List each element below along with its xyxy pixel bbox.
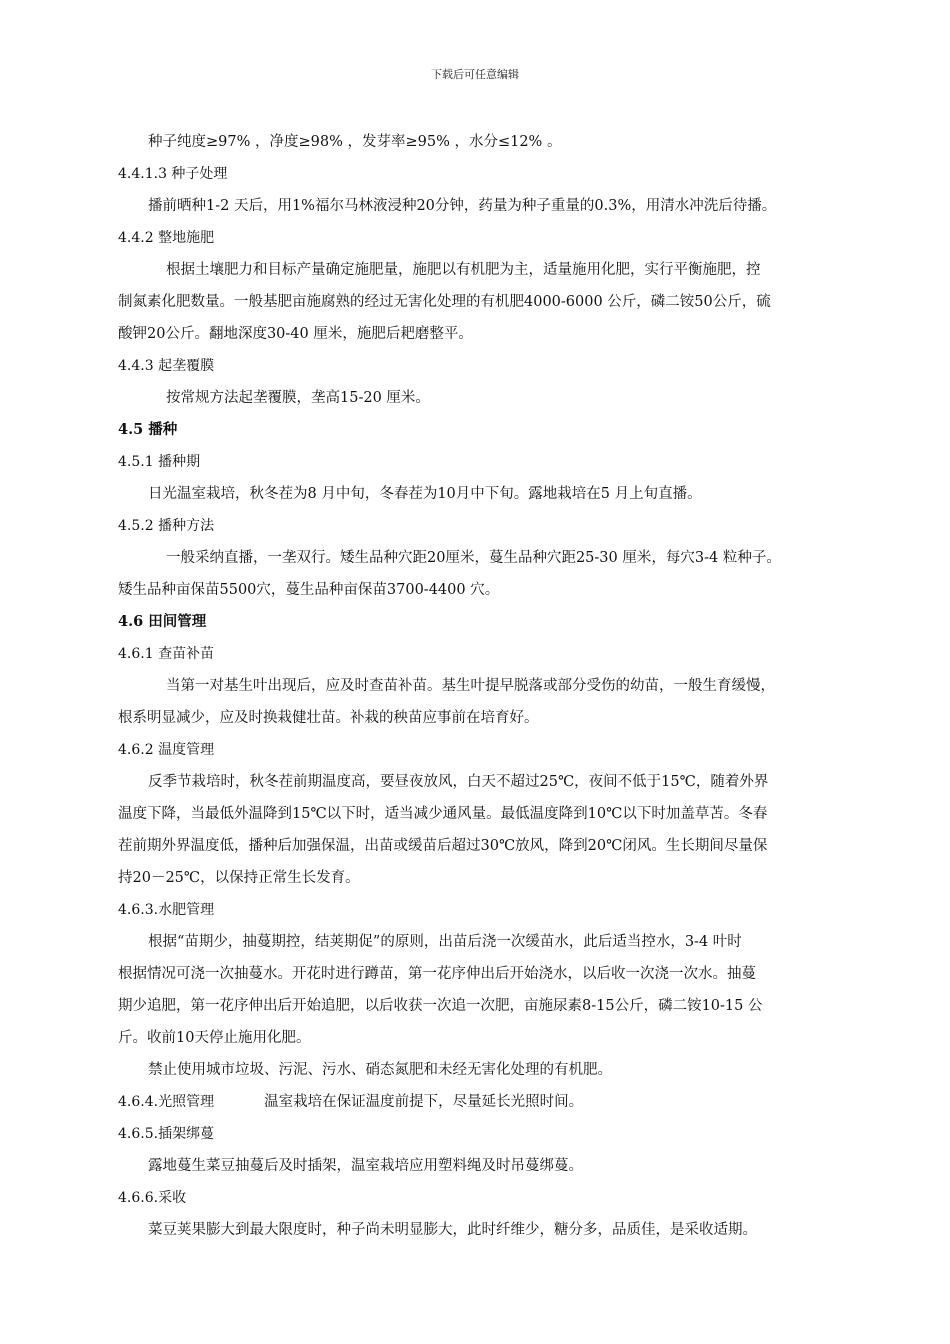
section-4-4-3-heading: 4.4.3 起垄覆膜: [118, 358, 215, 374]
section-4-6-4-text: 温室栽培在保证温度前提下，尽量延长光照时间。: [264, 1094, 584, 1110]
section-4-6-2-heading: 4.6.2 温度管理: [118, 742, 215, 758]
section-4-5-heading: 4.5 播种: [118, 421, 178, 438]
section-4-6-3-text-line-4: 斤。收前10天停止施用化肥。: [118, 1030, 311, 1046]
section-4-6-3-text-line-1: 根据“苗期少，抽蔓期控，结荚期促”的原则，出苗后浇一次缓苗水，此后适当控水，3-4 叶时: [148, 934, 742, 950]
section-4-6-1-heading: 4.6.1 查苗补苗: [118, 646, 215, 662]
section-4-4-2-text-line-1: 根据土壤肥力和目标产量确定施肥量，施肥以有机肥为主，适量施用化肥，实行平衡施肥，控: [166, 262, 761, 278]
section-4-6-3-heading: 4.6.3.水肥管理: [118, 902, 215, 918]
section-4-6-6-heading: 4.6.6.采收: [118, 1190, 187, 1206]
section-4-5-1-text: 日光温室栽培，秋冬茬为8 月中旬，冬春茬为10月中下旬。露地栽培在5 月上旬直播。: [148, 486, 702, 502]
page-header: 下载后可任意编辑: [431, 68, 519, 81]
section-4-6-3-text-line-5: 禁止使用城市垃圾、污泥、污水、硝态氮肥和未经无害化处理的有机肥。: [148, 1062, 612, 1078]
section-4-4-2-text-line-3: 酸钾20公斤。翻地深度30-40 厘米，施肥后耙磨整平。: [118, 326, 473, 342]
section-4-6-heading: 4.6 田间管理: [118, 613, 207, 630]
section-4-6-2-text-line-4: 持20－25℃，以保持正常生长发育。: [118, 870, 360, 886]
section-4-6-5-text: 露地蔓生菜豆抽蔓后及时插架，温室栽培应用塑料绳及时吊蔓绑蔓。: [148, 1158, 583, 1174]
section-4-4-3-text: 按常规方法起垄覆膜，垄高15-20 厘米。: [166, 390, 430, 406]
section-4-6-1-text-line-2: 根系明显减少，应及时换栽健壮苗。补栽的秧苗应事前在培育好。: [118, 710, 539, 726]
section-4-6-5-heading: 4.6.5.插架绑蔓: [118, 1126, 215, 1142]
section-4-4-2-heading: 4.4.2 整地施肥: [118, 230, 215, 246]
section-4-6-4-heading: 4.6.4.光照管理: [118, 1094, 215, 1110]
section-4-6-3-text-line-2: 根据情况可浇一次抽蔓水。开花时进行蹲苗，第一花序伸出后开始浇水，以后收一次浇一次水。抽蔓: [118, 966, 756, 982]
section-4-6-3-text-line-3: 期少追肥，第一花序伸出后开始追肥，以后收获一次追一次肥，亩施尿素8-15公斤，磷二铵10-15 公: [118, 998, 763, 1014]
section-4-6-6-text: 菜豆荚果膨大到最大限度时，种子尚未明显膨大，此时纤维少，糖分多，品质佳，是采收适期。: [148, 1222, 757, 1238]
seed-quality-text: 种子纯度≥97% ，净度≥98% ，发芽率≥95% ，水分≤12% 。: [148, 134, 562, 150]
section-4-6-2-text-line-3: 茬前期外界温度低，播种后加强保温，出苗或缓苗后超过30℃放风，降到20℃闭风。生长期间尽量保: [118, 838, 768, 854]
document-body: [118, 126, 858, 1246]
section-4-5-1-heading: 4.5.1 播种期: [118, 454, 201, 470]
section-4-4-1-3-text: 播前晒种1-2 天后，用1%福尔马林液浸种20分钟，药量为种子重量的0.3%，用清水冲洗后待播。: [148, 198, 777, 214]
section-4-4-1-3-heading: 4.4.1.3 种子处理: [118, 166, 228, 182]
section-4-5-2-text-line-1: 一般采纳直播，一垄双行。矮生品种穴距20厘米，蔓生品种穴距25-30 厘米，每穴3-4 粒种子。: [166, 550, 781, 566]
section-4-5-2-text-line-2: 矮生品种亩保苗5500穴，蔓生品种亩保苗3700-4400 穴。: [118, 582, 500, 598]
section-4-5-2-heading: 4.5.2 播种方法: [118, 518, 215, 534]
section-4-6-1-text-line-1: 当第一对基生叶出现后，应及时查苗补苗。基生叶提早脱落或部分受伤的幼苗，一般生育缓慢，: [166, 678, 775, 694]
section-4-4-2-text-line-2: 制氮素化肥数量。一般基肥亩施腐熟的经过无害化处理的有机肥4000-6000 公斤，磷二铵50公斤，硫: [118, 294, 771, 310]
section-4-6-4-row: [118, 1086, 858, 1118]
section-4-6-2-text-line-2: 温度下降，当最低外温降到15℃以下时，适当减少通风量。最低温度降到10℃以下时加盖草苫。冬春: [118, 806, 768, 822]
section-4-6-2-text-line-1: 反季节栽培时，秋冬茬前期温度高，要昼夜放风，白天不超过25℃，夜间不低于15℃，随着外界: [148, 774, 769, 790]
